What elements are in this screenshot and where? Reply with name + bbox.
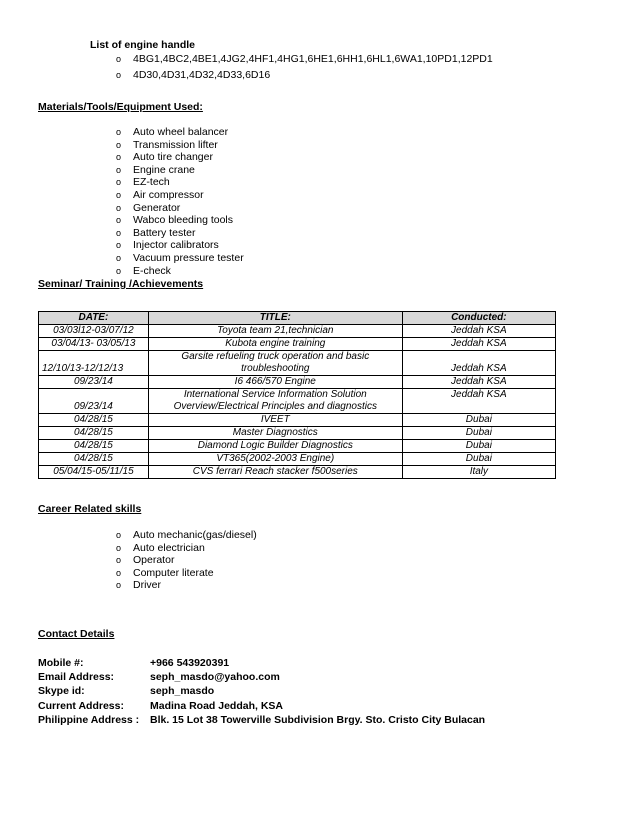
table-cell: 05/04/15-05/11/15 bbox=[39, 466, 149, 479]
engine-handle-heading: List of engine handle bbox=[90, 39, 196, 51]
list-item: o Air compressor bbox=[116, 189, 244, 202]
list-item: o E-check bbox=[116, 265, 244, 278]
table-cell: Jeddah KSA bbox=[402, 376, 555, 389]
contact-row-email bbox=[38, 670, 485, 684]
current-address-value: Madina Road Jeddah, KSA bbox=[150, 699, 284, 712]
table-cell: 04/28/15 bbox=[39, 440, 149, 453]
list-item: o Driver bbox=[116, 579, 257, 592]
skype-value: seph_masdo bbox=[150, 685, 215, 698]
list-item: o Injector calibrators bbox=[116, 239, 244, 252]
skype-label: Skype id: bbox=[38, 685, 85, 698]
table-cell: 09/23/14 bbox=[39, 389, 149, 414]
table-cell: 03/03l12-03/07/12 bbox=[39, 325, 149, 338]
mobile-label: Mobile #: bbox=[38, 657, 84, 669]
table-cell: Jeddah KSA bbox=[402, 351, 555, 376]
engine-handle-list bbox=[116, 51, 493, 83]
table-row bbox=[39, 338, 556, 351]
list-item: o Vacuum pressure tester bbox=[116, 252, 244, 265]
list-item: o Battery tester bbox=[116, 227, 244, 240]
column-header-conducted: Conducted: bbox=[402, 312, 555, 325]
table-cell: Dubai bbox=[402, 427, 555, 440]
list-item: o Computer literate bbox=[116, 567, 257, 580]
table-cell: 04/28/15 bbox=[39, 453, 149, 466]
philippine-address-label: Philippine Address : bbox=[38, 713, 140, 726]
table-row bbox=[39, 453, 556, 466]
list-item: o 4BG1,4BC2,4BE1,4JG2,4HF1,4HG1,6HE1,6HH1,6HL1,6WA1,10PD1,12PD1 bbox=[116, 51, 493, 67]
list-item: o Auto wheel balancer bbox=[116, 126, 244, 139]
table-cell: Master Diagnostics bbox=[148, 427, 402, 440]
table-row bbox=[39, 414, 556, 427]
column-header-date: DATE: bbox=[39, 312, 149, 325]
table-cell: Dubai bbox=[402, 453, 555, 466]
table-cell: I6 466/570 Engine bbox=[148, 376, 402, 389]
table-cell: Dubai bbox=[402, 414, 555, 427]
email-value[interactable]: seph_masdo@yahoo.com bbox=[150, 671, 280, 684]
email-label: Email Address: bbox=[38, 671, 115, 684]
contact-heading: Contact Details bbox=[38, 628, 115, 640]
contact-row-philippine-address bbox=[38, 713, 485, 727]
table-cell: 09/23/14 bbox=[39, 376, 149, 389]
table-cell: Kubota engine training bbox=[148, 338, 402, 351]
list-item: o Generator bbox=[116, 202, 244, 215]
table-cell: Jeddah KSA bbox=[402, 338, 555, 351]
list-item: o 4D30,4D31,4D32,4D33,6D16 bbox=[116, 67, 493, 83]
seminar-heading: Seminar/ Training /Achievements bbox=[38, 278, 204, 290]
table-cell: 04/28/15 bbox=[39, 427, 149, 440]
table-row bbox=[39, 376, 556, 389]
table-cell: Diamond Logic Builder Diagnostics bbox=[148, 440, 402, 453]
table-cell: Italy bbox=[402, 466, 555, 479]
contact-row-mobile bbox=[38, 656, 485, 670]
mobile-value: +966 543920391 bbox=[150, 657, 230, 669]
table-cell: Toyota team 21,technician bbox=[148, 325, 402, 338]
list-item: o Operator bbox=[116, 554, 257, 567]
list-item: o Auto mechanic(gas/diesel) bbox=[116, 529, 257, 542]
table-cell: 04/28/15 bbox=[39, 414, 149, 427]
list-item: o Engine crane bbox=[116, 164, 244, 177]
table-cell: 12/10/13-12/12/13 bbox=[39, 351, 149, 376]
column-header-title: TITLE: bbox=[148, 312, 402, 325]
table-header-row bbox=[39, 312, 556, 325]
table-row bbox=[39, 440, 556, 453]
table-row bbox=[39, 325, 556, 338]
table-cell: 03/04/13- 03/05/13 bbox=[39, 338, 149, 351]
list-item: o EZ-tech bbox=[116, 176, 244, 189]
table-cell: Jeddah KSA bbox=[402, 389, 555, 414]
list-item: o Wabco bleeding tools bbox=[116, 214, 244, 227]
list-item: o Transmission lifter bbox=[116, 139, 244, 152]
table-cell: Jeddah KSA bbox=[402, 325, 555, 338]
materials-heading: Materials/Tools/Equipment Used: bbox=[38, 101, 203, 113]
contact-row-current-address bbox=[38, 699, 485, 713]
contact-row-skype bbox=[38, 684, 485, 698]
table-cell: CVS ferrari Reach stacker f500series bbox=[148, 466, 402, 479]
table-row bbox=[39, 389, 556, 414]
list-item: o Auto tire changer bbox=[116, 151, 244, 164]
seminar-table bbox=[38, 311, 556, 479]
table-row bbox=[39, 351, 556, 376]
contact-details bbox=[38, 656, 485, 727]
table-row bbox=[39, 427, 556, 440]
table-cell: VT365(2002-2003 Engine) bbox=[148, 453, 402, 466]
table-cell: International Service Information Solution Overview/Electrical Principles and diagnostics bbox=[148, 389, 402, 414]
table-cell: Garsite refueling truck operation and basic troubleshooting bbox=[148, 351, 402, 376]
career-list bbox=[116, 529, 257, 592]
table-row bbox=[39, 466, 556, 479]
career-heading: Career Related skills bbox=[38, 503, 142, 515]
philippine-address-value: Blk. 15 Lot 38 Towerville Subdivision Brgy. Sto. Cristo City Bulacan bbox=[150, 713, 486, 726]
table-cell: IVEET bbox=[148, 414, 402, 427]
materials-list bbox=[116, 126, 244, 277]
current-address-label: Current Address: bbox=[38, 699, 124, 712]
table-cell: Dubai bbox=[402, 440, 555, 453]
list-item: o Auto electrician bbox=[116, 542, 257, 555]
